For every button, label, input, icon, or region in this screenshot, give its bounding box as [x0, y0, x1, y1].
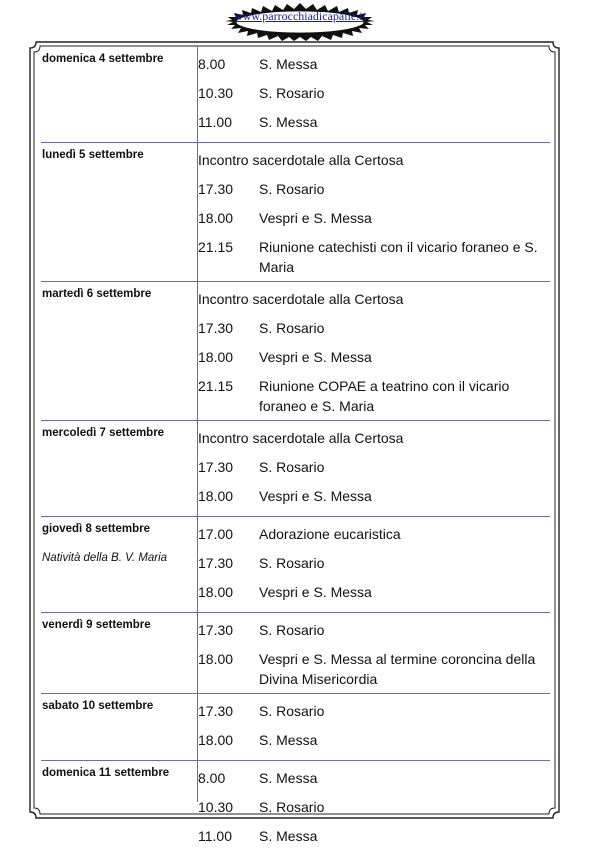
event-row	[198, 454, 550, 483]
event-row	[198, 176, 550, 205]
event-row	[198, 425, 550, 454]
event-list	[198, 613, 550, 693]
event-time: 21.15	[198, 378, 234, 394]
event-time: 18.00	[198, 488, 234, 504]
event-time: 17.30	[198, 703, 234, 719]
event-description: S. Rosario	[259, 555, 325, 571]
event-row	[198, 109, 550, 138]
event-row	[198, 521, 550, 550]
event-row	[198, 646, 550, 689]
event-row	[198, 286, 550, 315]
event-list	[198, 282, 550, 420]
event-description: S. Messa	[259, 828, 318, 844]
event-description: S. Rosario	[259, 320, 325, 336]
day-name: giovedì 8 settembre	[42, 523, 151, 535]
event-row	[198, 234, 550, 277]
day-name: sabato 10 settembre	[42, 700, 154, 712]
event-time: 10.30	[198, 85, 234, 101]
event-time: 17.00	[198, 526, 234, 542]
event-row	[198, 698, 550, 727]
event-description: Vespri e S. Messa	[259, 488, 372, 504]
event-row	[198, 373, 550, 416]
event-list	[198, 143, 550, 281]
event-time: 21.15	[198, 239, 234, 255]
event-time: 8.00	[198, 56, 226, 72]
day-name: domenica 11 settembre	[42, 767, 170, 779]
day-block	[41, 282, 550, 421]
event-row	[198, 147, 550, 176]
event-description: Riunione catechisti con il vicario foraneo e S. Maria	[259, 239, 538, 275]
event-description: S. Messa	[259, 770, 318, 786]
event-time: 18.00	[198, 584, 234, 600]
day-subtitle: Natività della B. V. Maria	[42, 552, 168, 564]
event-description: Vespri e S. Messa	[259, 584, 372, 600]
weekly-schedule	[41, 47, 550, 856]
event-time: 17.30	[198, 622, 234, 638]
event-time: 11.00	[198, 114, 232, 130]
event-time: 18.00	[198, 349, 234, 365]
day-name: mercoledì 7 settembre	[42, 427, 165, 439]
event-time: 17.30	[198, 320, 234, 336]
event-description: S. Rosario	[259, 703, 325, 719]
event-row	[198, 344, 550, 373]
event-row	[198, 617, 550, 646]
day-block	[41, 47, 550, 143]
event-description: Vespri e S. Messa al termine coroncina della Divina Misericordia	[259, 651, 536, 687]
event-description: S. Rosario	[259, 85, 325, 101]
day-block	[41, 517, 550, 613]
event-time: 11.00	[198, 828, 232, 844]
event-row	[198, 794, 550, 823]
event-time: 17.30	[198, 181, 234, 197]
event-list	[198, 421, 550, 516]
event-time: 18.00	[198, 732, 234, 748]
event-description: S. Rosario	[259, 459, 325, 475]
event-description: Vespri e S. Messa	[259, 349, 372, 365]
event-row	[198, 51, 550, 80]
event-time: 17.30	[198, 555, 234, 571]
day-name: martedì 6 settembre	[42, 288, 152, 300]
event-list	[198, 761, 550, 856]
event-time: 18.00	[198, 210, 234, 226]
event-description: Adorazione eucaristica	[259, 526, 401, 542]
event-description: S. Messa	[259, 56, 318, 72]
event-row	[198, 579, 550, 608]
event-time: 18.00	[198, 651, 234, 667]
event-row	[198, 765, 550, 794]
event-list	[198, 47, 550, 142]
event-time: 17.30	[198, 459, 234, 475]
event-row	[198, 727, 550, 756]
event-description: Riunione COPAE a teatrino con il vicario foraneo e S. Maria	[259, 378, 510, 414]
event-time: 8.00	[198, 770, 226, 786]
event-row	[198, 550, 550, 579]
event-description: Vespri e S. Messa	[259, 210, 372, 226]
event-row	[198, 205, 550, 234]
day-block	[41, 613, 550, 694]
day-block	[41, 143, 550, 282]
event-list	[198, 694, 550, 760]
day-name: lunedì 5 settembre	[42, 149, 144, 161]
event-row	[198, 483, 550, 512]
day-block	[41, 694, 550, 761]
day-name: domenica 4 settembre	[42, 53, 164, 65]
event-description: S. Rosario	[259, 622, 325, 638]
event-description: S. Rosario	[259, 181, 325, 197]
event-list	[198, 517, 550, 612]
event-description: S. Messa	[259, 114, 318, 130]
day-block	[41, 421, 550, 517]
event-description: S. Rosario	[259, 799, 325, 815]
event-description: Incontro sacerdotale alla Certosa	[198, 291, 404, 307]
event-description: Incontro sacerdotale alla Certosa	[198, 430, 404, 446]
event-row	[198, 315, 550, 344]
event-description: S. Messa	[259, 732, 318, 748]
event-row	[198, 823, 550, 852]
event-row	[198, 80, 550, 109]
day-name: venerdì 9 settembre	[42, 619, 151, 631]
day-block	[41, 761, 550, 856]
event-time: 10.30	[198, 799, 234, 815]
site-url-link[interactable]: www.parrocchiadicapalle.it	[234, 9, 366, 23]
event-description: Incontro sacerdotale alla Certosa	[198, 152, 404, 168]
